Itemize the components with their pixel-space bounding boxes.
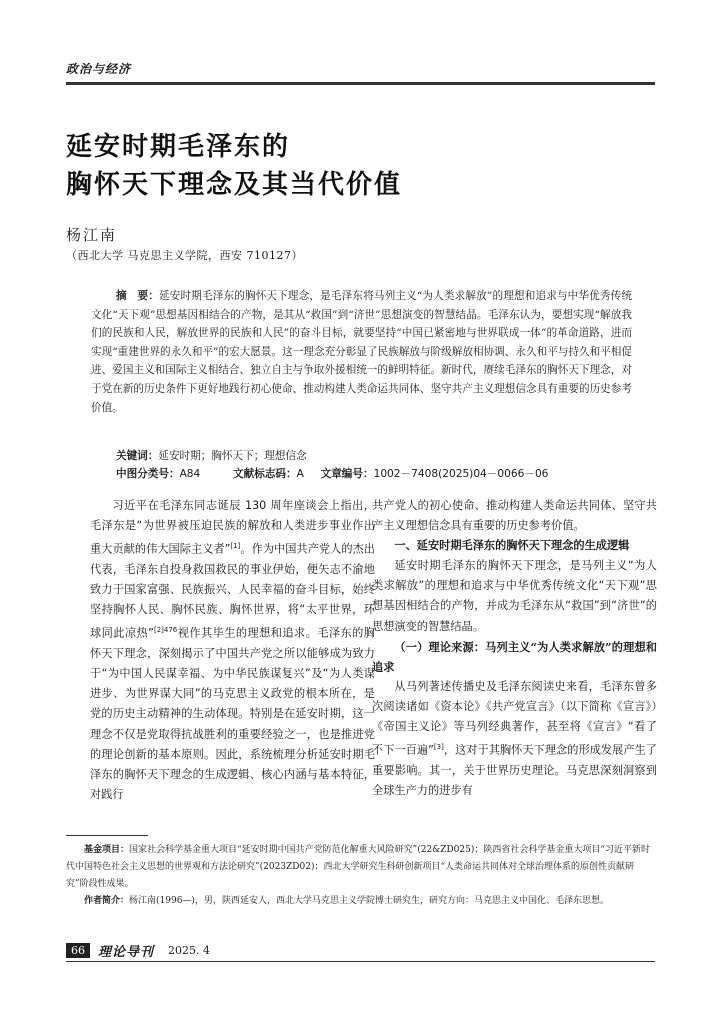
author-affiliation: （西北大学 马克思主义学院，西安 710127） (66, 249, 303, 262)
author-note: 作者简介：杨江南(1996—)，男，陕西延安人，西北大学马克思主义学院博士研究生，研究方向：马克思主义中国化、毛泽东思想。 (84, 896, 609, 906)
issue-number: 2025. 4 (168, 943, 211, 957)
author-name: 杨江南 (66, 226, 118, 244)
keywords-row (116, 448, 307, 463)
page-number: 66 (66, 943, 90, 958)
footnotes (66, 842, 655, 910)
page-footer (66, 940, 210, 960)
right-column (372, 496, 657, 801)
classification-row (116, 466, 548, 481)
abstract-text: 延安时期毛泽东的胸怀天下理念，是毛泽东将马列主义“为人类求解放”的理想和追求与中华优秀传统文化“天下观”思想基因相结合的产物，是其从“救国”到“济世”思想演变的智慧结晶。毛泽东认为，要想实现“解放我们的民族和人民，解放世界的民族和人民”的奋斗目标，就要坚持“中国已紧密地与世界联成一体”的革命道路，进而实现“重建世界的永久和平”的宏大愿景。这一理念充分彰显了民族解放与阶级解放相协调、永久和平与持久和平相促进、爱国主义和国际主义相结合、独立自主与争取外援相统一的鲜明特征。新时代，赓续毛泽东的胸怀天下理念，对于党在新的历史条件下更好地践行初心使命、推动构建人类命运共同体、坚守共产主义理想信念具有重要的历史参考价值。 (91, 290, 633, 414)
clc-label: 中图分类号： (116, 468, 180, 480)
abstract (91, 287, 632, 417)
fund-label: 基金项目： (84, 845, 130, 855)
citation-ref: [3] (433, 743, 444, 752)
paragraph: 从马列著述传播史及毛泽东阅读史来看，毛泽东曾多次阅读诸如《资本论》《共产党宣言》（以下简称《宣言》）《帝国主义论》等马列经典著作，甚至将《宣言》“看了不下一百遍”[3]，这对于其胸怀天下理念的形成发展产生了重要影响。其一，关于世界历史理论。马克思深刻洞察到全球生产力的进步有 (372, 679, 657, 798)
keywords-label: 关键词： (116, 450, 159, 462)
section-label: 政治与经济 (66, 62, 132, 76)
author-bio-label: 作者简介： (84, 896, 130, 906)
subsection-heading: （一）理论来源：马列主义“为人类求解放”的理想和追求 (372, 639, 657, 674)
article-title (66, 128, 626, 204)
footnote-rule (66, 835, 148, 836)
journal-name: 理论导刊 (98, 944, 155, 960)
doc-code-label: 文献标志码： (233, 468, 297, 480)
left-column (90, 496, 375, 805)
citation-ref: [2]476 (153, 626, 178, 635)
paragraph: 习近平在毛泽东同志诞辰 130 周年座谈会上指出，毛泽东是“为世界被压迫民族的解放和人类进步事业作出重大贡献的伟大国际主义者”[1]。作为中国共产党人的杰出代表，毛泽东自投身救国救民的事业伊始，便矢志不渝地致力于国家富强、民族振兴、人民幸福的奋斗目标，始终坚持胸怀人民、胸怀民族、胸怀世界，将“太平世界，环球同此凉热”$^{[2]476}$视作其毕生的理想和追求。毛泽东的胸怀天下理念，深刻揭示了中国共产党之所以能够成为致力于“为中国人民谋幸福、为中华民族谋复兴”及“为人类谋进步、为世界谋大同”的马克思主义政党的根本所在，是党的历史主动精神的生动体现。特别是在延安时期，这一理念不仅是党取得抗战胜利的重要经验之一，也是推进党的理论创新的基本原则。因此，系统梳理分析延安时期毛泽东的胸怀天下理念的生成逻辑、核心内涵与基本特征，对践行 (90, 499, 375, 801)
keywords-text: 延安时期；胸怀天下；理想信念 (158, 450, 307, 462)
title-line-1: 延安时期毛泽东的 (66, 132, 291, 162)
paragraph: 延安时期毛泽东的胸怀天下理念，是马列主义“为人类求解放”的理想和追求与中华优秀传统文化“天下观”思想基因相结合的产物，并成为毛泽东从“救国”到“济世”的思想演变的智慧结晶。 (372, 559, 657, 633)
citation-ref: [1] (230, 542, 241, 551)
clc-value: A84 (179, 468, 201, 480)
article-number-value: 1002－7408(2025)04－0066－06 (373, 468, 549, 480)
paragraph: 共产党人的初心使命、推动构建人类命运共同体、坚守共产主义理想信念具有重要的历史参考价值。 (372, 499, 657, 533)
header-rule (66, 82, 655, 85)
footer-rule (66, 961, 655, 962)
abstract-label: 摘 要： (116, 290, 159, 302)
section-heading: 一、延安时期毛泽东的胸怀天下理念的生成逻辑 (394, 539, 630, 553)
fund-note: 基金项目：国家社会科学基金重大项目“延安时期中国共产党防范化解重大风险研究”(22&ZD025)；陕西省社会科学基金重大项目“习近平新时代中国特色社会主义思想的世界观和方法论研究”(2023ZD02)；西北大学研究生科研创新项目“人类命运共同体对全球治理体系的原创性贡献研究”阶段性成果。 (66, 845, 650, 889)
doc-code-value: A (296, 468, 304, 480)
title-line-2: 胸怀天下理念及其当代价值 (66, 170, 403, 200)
article-number-label: 文章编号： (320, 468, 374, 480)
